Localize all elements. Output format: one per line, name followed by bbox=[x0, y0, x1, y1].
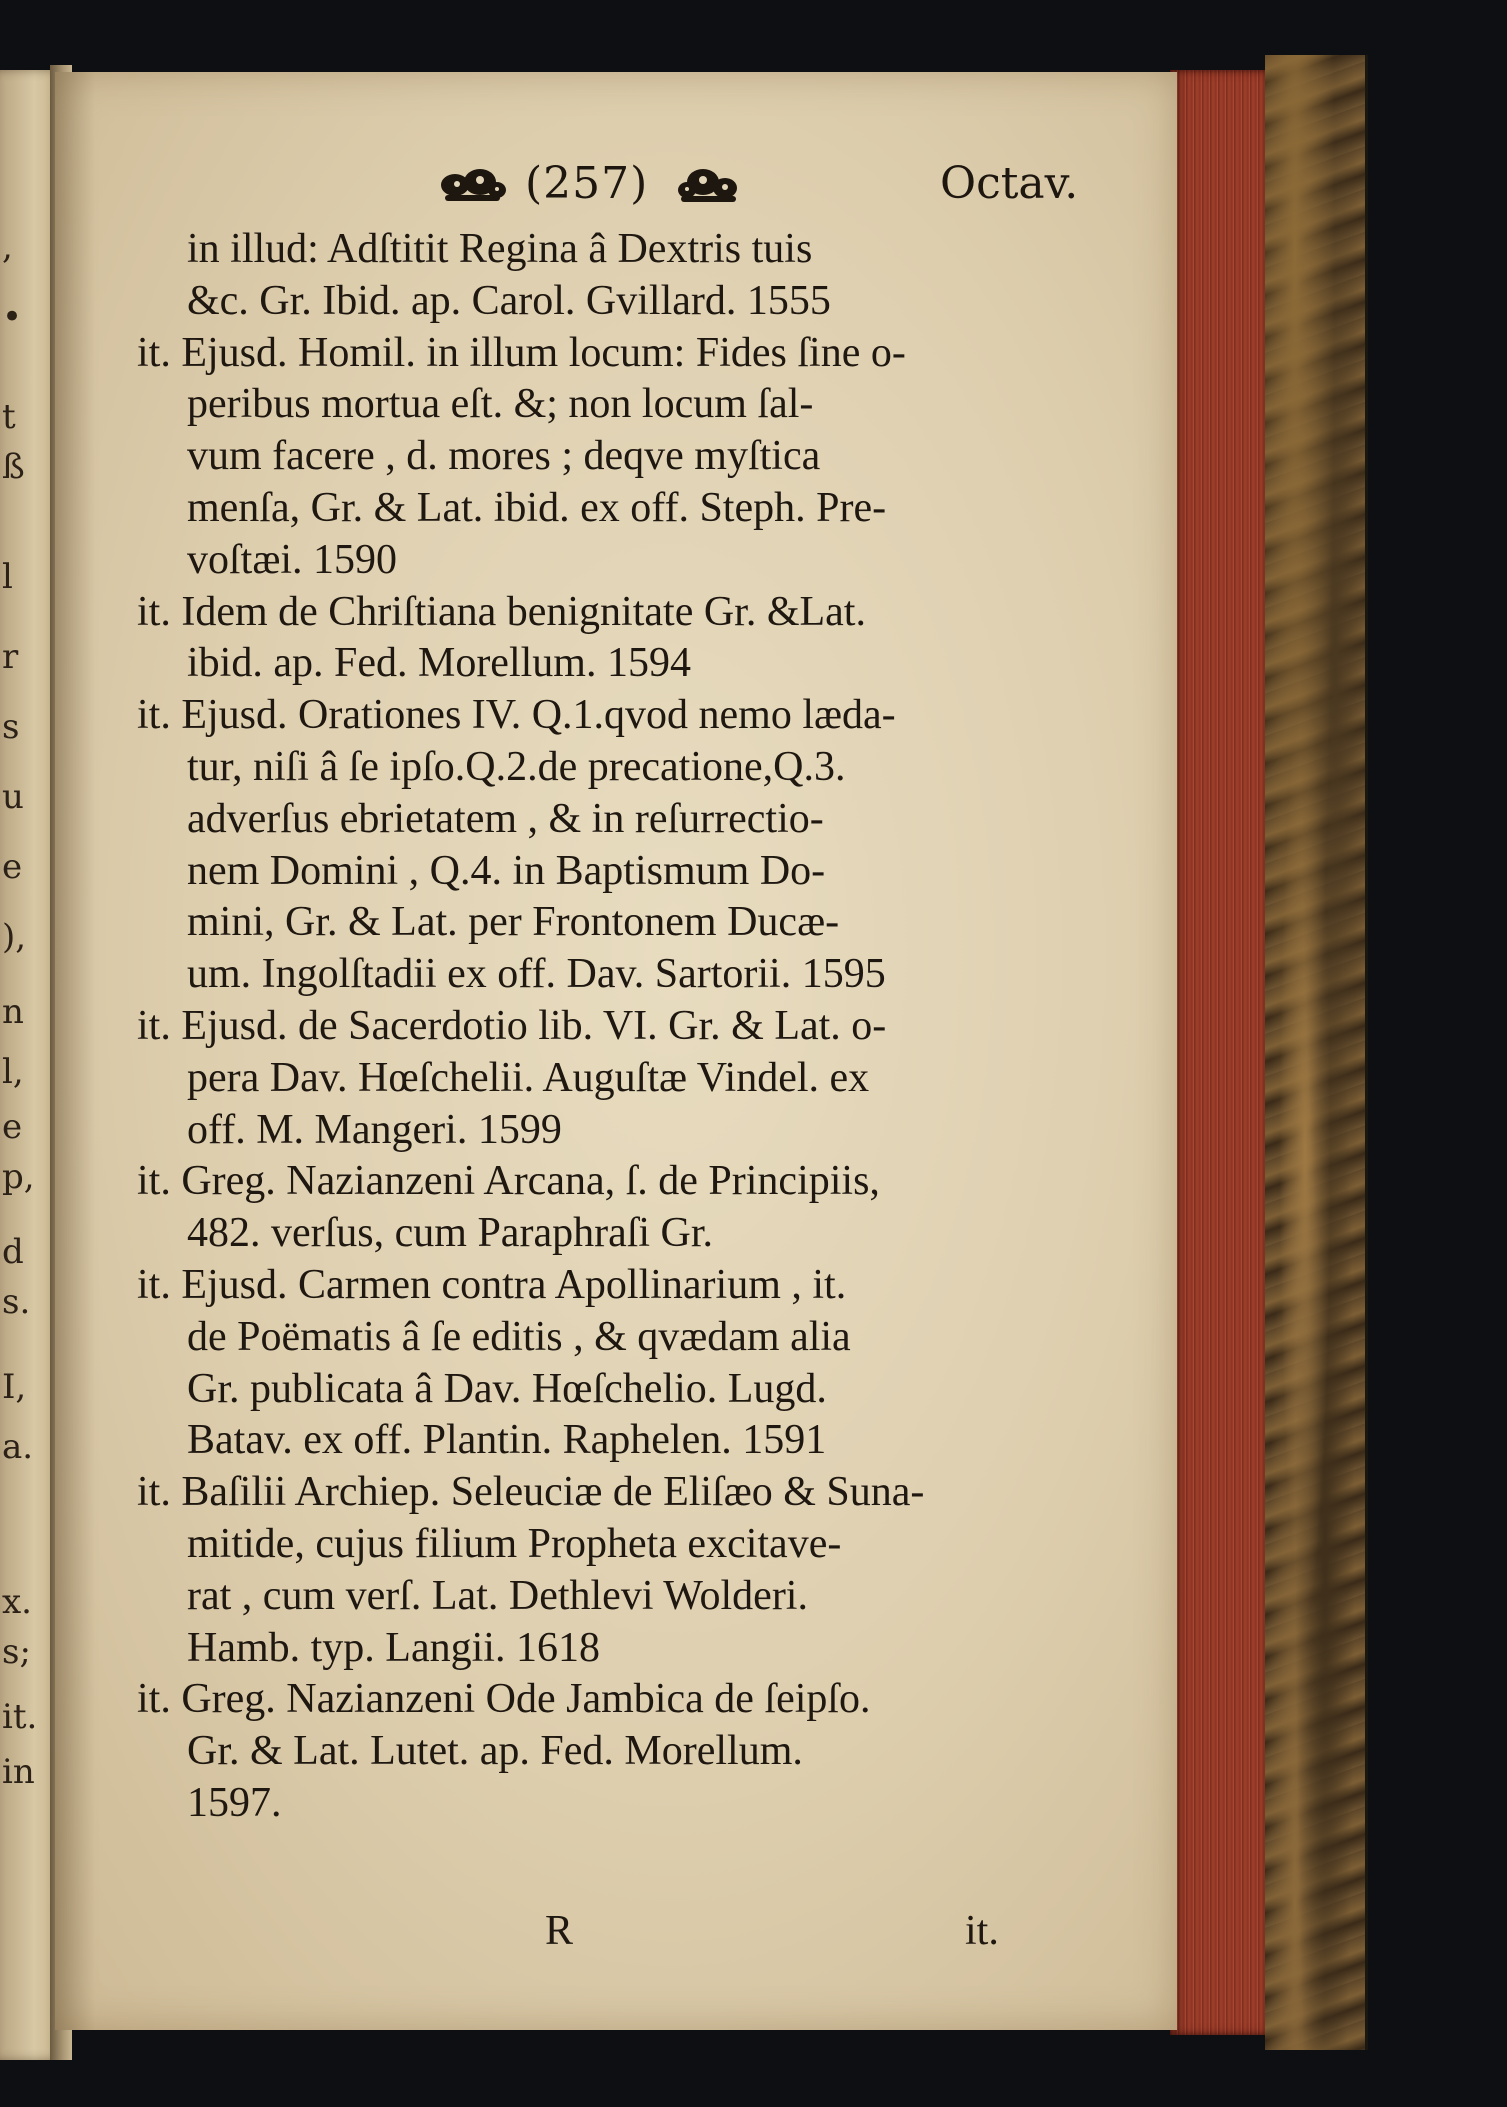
right-ornament-icon bbox=[673, 160, 748, 210]
continuation-line: 1597. bbox=[187, 1779, 282, 1826]
facing-page-text-fragments bbox=[0, 0, 62, 2107]
facing-page-fragment: l bbox=[2, 557, 13, 597]
running-head: Octav. bbox=[940, 158, 1079, 209]
continuation-line: mini, Gr. & Lat. per Frontonem Ducæ- bbox=[187, 899, 840, 946]
facing-page-fragment: d bbox=[2, 1232, 24, 1272]
continuation-line: 482. verſus, cum Paraphraſi Gr. bbox=[187, 1210, 714, 1257]
facing-page-fragment: e bbox=[2, 1107, 23, 1147]
continuation-line: peribus mortua eſt. &; non locum ſal- bbox=[187, 381, 814, 428]
continuation-line: Gr. & Lat. Lutet. ap. Fed. Morellum. bbox=[187, 1728, 803, 1775]
continuation-line: off. M. Mangeri. 1599 bbox=[187, 1106, 562, 1153]
continuation-line: in illud: Adſtitit Regina â Dextris tuis bbox=[187, 226, 813, 272]
continuation-line: rat , cum verſ. Lat. Dethlevi Wolderi. bbox=[187, 1572, 808, 1619]
book-page bbox=[55, 72, 1177, 2030]
entry-line: it. Ejusd. Homil. in illum locum: Fides ſine o- bbox=[137, 329, 906, 376]
marbled-cover bbox=[1265, 55, 1368, 2050]
facing-page-fragment: s. bbox=[2, 1282, 31, 1322]
page-number: (257) bbox=[525, 158, 649, 209]
continuation-line: ibid. ap. Fed. Morellum. 1594 bbox=[187, 640, 691, 687]
facing-page-fragment: p, bbox=[2, 1157, 35, 1197]
continuation-line: menſa, Gr. & Lat. ibid. ex off. Steph. Pre- bbox=[187, 484, 887, 531]
entry-line: it. Ejusd. de Sacerdotio lib. VI. Gr. & Lat. o- bbox=[137, 1002, 887, 1049]
facing-page-fragment: e bbox=[2, 847, 23, 887]
continuation-line: mitide, cujus filium Propheta excitave- bbox=[187, 1520, 842, 1567]
continuation-line: de Poëmatis â ſe editis , & qvædam alia bbox=[187, 1313, 851, 1360]
facing-page-fragment: u bbox=[2, 777, 24, 817]
entry-line: it. Greg. Nazianzeni Ode Jambica de ſeipſo. bbox=[137, 1676, 871, 1723]
entry-line: it. Idem de Chriſtiana benignitate Gr. &Lat. bbox=[137, 588, 866, 635]
continuation-line: nem Domini , Q.4. in Baptismum Do- bbox=[187, 847, 826, 894]
bibliography-text bbox=[137, 224, 1097, 1830]
facing-page-fragment: a. bbox=[2, 1427, 34, 1467]
continuation-line: &c. Gr. Ibid. ap. Carol. Gvillard. 1555 bbox=[187, 277, 831, 324]
continuation-line: vum facere , d. mores ; deqve myſtica bbox=[187, 433, 821, 480]
facing-page-fragment: • bbox=[2, 297, 23, 337]
left-ornament-icon bbox=[435, 160, 510, 210]
facing-page-fragment: I, bbox=[2, 1367, 27, 1407]
signature-mark: R bbox=[545, 1908, 574, 1954]
continuation-line: adverſus ebrietatem , & in reſurrectio- bbox=[187, 795, 824, 842]
facing-page-fragment: s bbox=[2, 707, 20, 747]
facing-page-fragment: it. bbox=[2, 1697, 38, 1737]
continuation-line: Gr. publicata â Dav. Hœſchelio. Lugd. bbox=[187, 1365, 827, 1412]
facing-page-fragment: ß bbox=[2, 447, 25, 487]
facing-page-fragment: x. bbox=[2, 1582, 32, 1622]
facing-page-fragment: ), bbox=[2, 917, 27, 957]
entry-line: it. Greg. Nazianzeni Arcana, ſ. de Principiis, bbox=[137, 1158, 880, 1205]
facing-page-fragment: s; bbox=[2, 1632, 31, 1672]
facing-page-fragment: t bbox=[2, 397, 16, 437]
continuation-line: voſtæi. 1590 bbox=[187, 536, 398, 583]
continuation-line: Hamb. typ. Langii. 1618 bbox=[187, 1624, 600, 1671]
catchword: it. bbox=[965, 1908, 999, 1954]
continuation-line: pera Dav. Hœſchelii. Auguſtæ Vindel. ex bbox=[187, 1054, 870, 1101]
facing-page-fragment: in bbox=[2, 1752, 35, 1792]
continuation-line: Batav. ex off. Plantin. Raphelen. 1591 bbox=[187, 1417, 827, 1464]
facing-page-fragment: , bbox=[2, 227, 13, 267]
entry-line: it. Ejusd. Orationes IV. Q.1.qvod nemo læda- bbox=[137, 692, 896, 739]
facing-page-fragment: n bbox=[2, 992, 24, 1032]
continuation-line: tur, niſi â ſe ipſo.Q.2.de precatione,Q.3. bbox=[187, 743, 846, 790]
facing-page-fragment: l, bbox=[2, 1052, 24, 1092]
entry-line: it. Ejusd. Carmen contra Apollinarium , it. bbox=[137, 1261, 847, 1308]
continuation-line: um. Ingolſtadii ex off. Dav. Sartorii. 1595 bbox=[187, 951, 886, 998]
facing-page-fragment: r bbox=[2, 637, 19, 677]
page-header bbox=[435, 152, 1135, 232]
entry-line: it. Baſilii Archiep. Seleuciæ de Eliſæo & Suna- bbox=[137, 1469, 925, 1516]
page-edges bbox=[1170, 70, 1270, 2035]
